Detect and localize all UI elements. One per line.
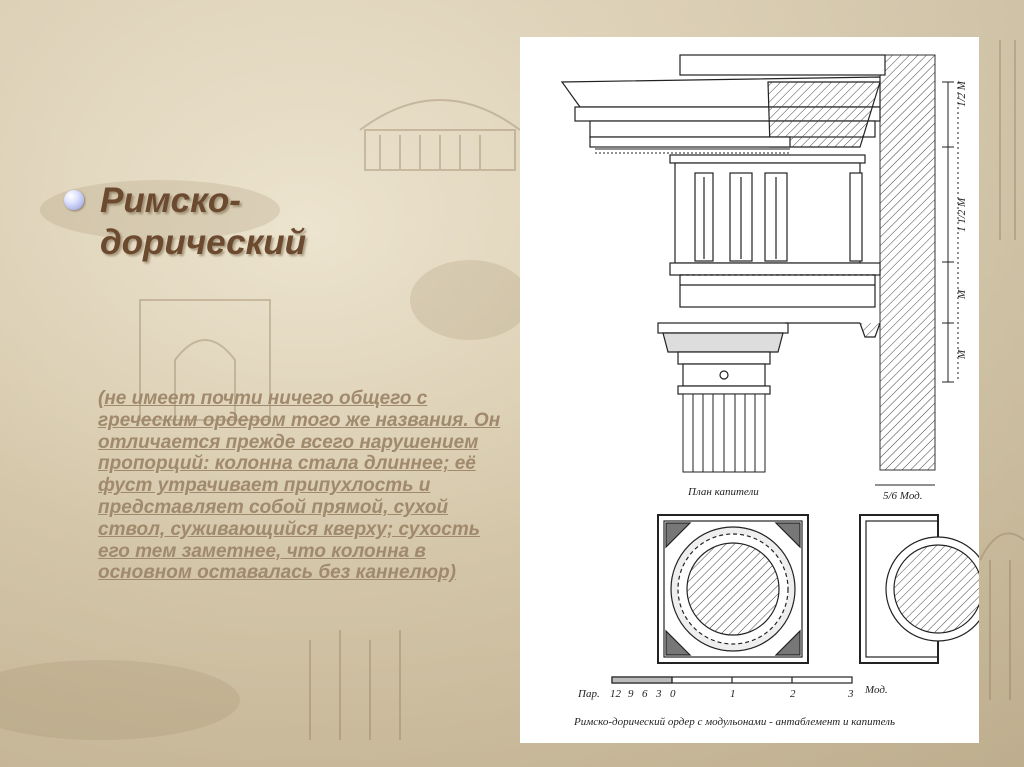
bullet-icon [64,190,84,210]
module-label: 5/6 Мод. [883,490,923,502]
wall-section [880,55,935,470]
scale-num-6: 6 [642,688,648,700]
capital-plan [658,515,808,663]
frieze [670,155,865,263]
scale-num-9: 9 [628,688,634,700]
cornice [562,55,885,147]
order-drawing-svg [520,37,979,743]
scale-num-12: 12 [610,688,621,700]
dim-label-2: 1 1/2 М [956,197,968,232]
scale-num-3b: 3 [848,688,854,700]
figure-caption: Римско-дорический ордер с модульонами - антаблемент и капитель [574,716,895,728]
scale-num-2: 2 [790,688,796,700]
scale-num-0: 0 [670,688,676,700]
architrave [670,263,880,307]
column-shaft [683,394,765,472]
capital [658,323,880,394]
title-line-1: Римско- [100,181,241,220]
title-line-2: дорический [100,223,307,262]
plan-label: План капители [688,486,759,498]
scale-left-label: Пар. [578,688,600,700]
capital-plan-partial [860,515,979,663]
scale-bar [612,677,852,683]
dim-label-1: 1/2 М [956,81,968,107]
architectural-drawing [520,37,979,743]
scale-right-label: Мод. [865,684,888,696]
scale-num-1: 1 [730,688,736,700]
dim-label-3: М [956,289,968,299]
dentils [595,149,790,153]
dim-label-4: М [956,349,968,359]
scale-num-3: 3 [656,688,662,700]
slide-description: (не имеет почти ничего общего с греческим ордером того же названия. Он отличается прежде всего нарушением пропорций: колонна стала длиннее; её фуст утрачивает припухлость и представляет собой прямой, сухой ствол, суживающийся кверху; сухость его тем заметнее, что колонна в основном оставалась без каннелюр) [98,388,501,584]
